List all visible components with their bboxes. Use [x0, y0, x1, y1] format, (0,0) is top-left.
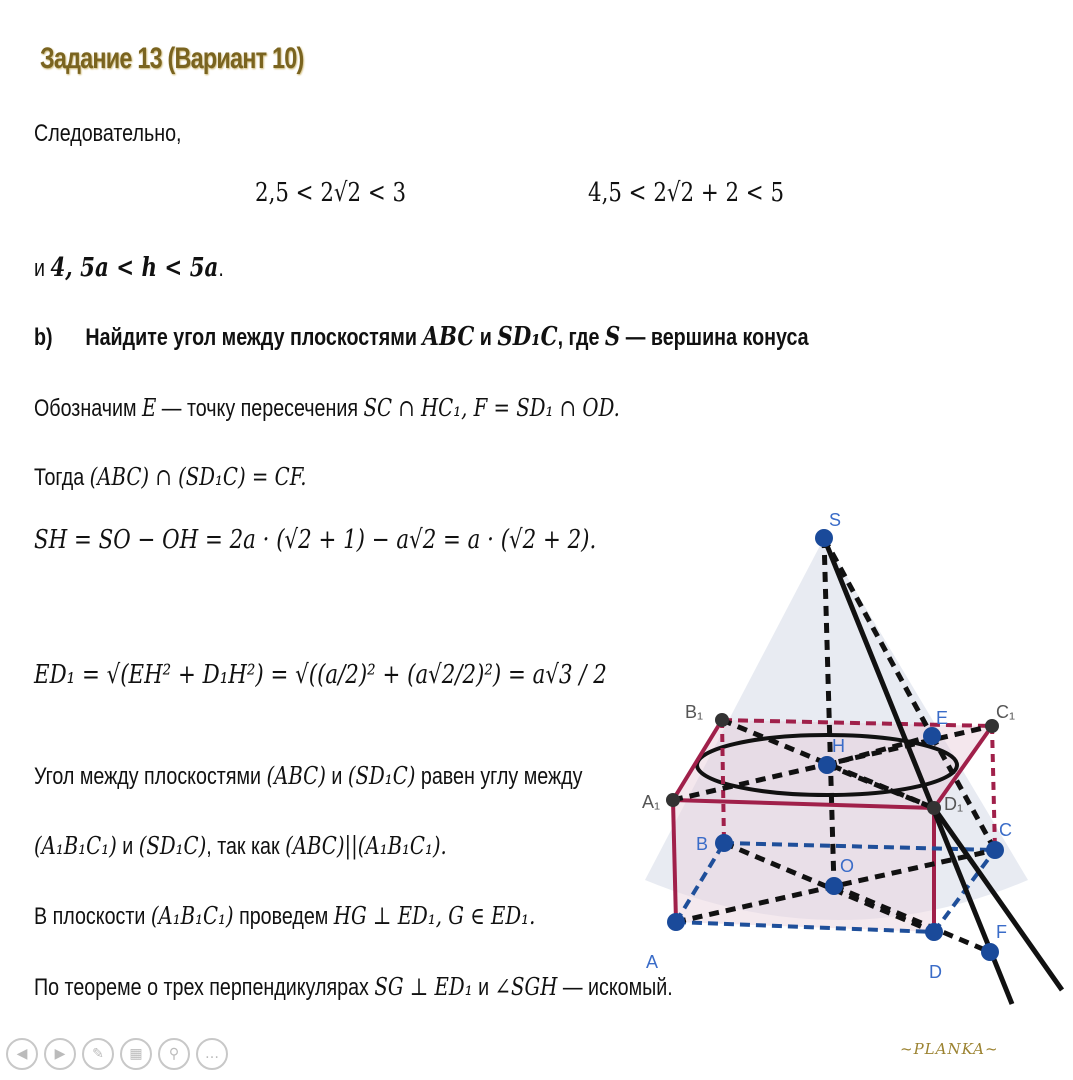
label-d1: D₁ [944, 794, 964, 814]
task-b-where: , где [557, 324, 600, 351]
point-d1 [927, 801, 941, 815]
point-f [981, 943, 999, 961]
angle1-end: равен углу между [420, 763, 583, 790]
point-o [825, 877, 843, 895]
point-a1 [666, 793, 680, 807]
h-bounds [34, 253, 224, 283]
slideshow-toolbar [6, 1038, 228, 1070]
sh-equation: SH = SO − OH = 2a · (√2 + 1) − a√2 = a · (√2 + 2). [34, 525, 597, 555]
label-b1: B₁ [685, 702, 704, 722]
then-line [34, 463, 307, 492]
prev-icon[interactable]: ◀ [6, 1038, 38, 1070]
point-b [715, 834, 733, 852]
label-d: D [929, 962, 942, 982]
text-therefore: Следовательно, [34, 120, 182, 147]
inequality-1: 2,5 < 2√2 < 3 [255, 178, 407, 208]
denote-mid: — точку пересечения [161, 395, 358, 422]
task-b-text: Найдите угол между плоскостями [85, 324, 417, 351]
ed1-equation [34, 660, 607, 690]
angle1-sd1c: (SD₁C) [347, 762, 416, 790]
task-b-abc: ABC [422, 322, 475, 352]
inequality-2: 4,5 < 2√2 + 2 < 5 [588, 178, 785, 208]
plane-a1b1c1: (A₁B₁C₁) [150, 902, 234, 930]
denote-line [34, 394, 620, 423]
plane-hg: HG ⊥ ED₁, G ∈ ED₁. [333, 902, 536, 930]
task-b-and: и [479, 324, 492, 351]
point-h [818, 756, 836, 774]
label-s: S [829, 510, 842, 530]
theorem-angle: ∠SGH [494, 973, 558, 1001]
plane-text: В плоскости [34, 903, 146, 930]
ed1-rhs: = a√3 / 2 [508, 660, 607, 690]
denote-e: E [141, 394, 157, 422]
theorem-and: и [478, 974, 490, 1001]
angle2-since: , так как [206, 833, 280, 860]
label-e: E [936, 708, 949, 728]
h-bounds-math: 4, 5a < h < 5a [50, 253, 219, 283]
angle1-abc: (ABC) [266, 762, 326, 790]
cone-prism-figure [600, 500, 1070, 1010]
angle-line-2 [34, 832, 447, 861]
label-a: A [646, 952, 659, 972]
next-icon[interactable]: ▶ [44, 1038, 76, 1070]
zoom-icon[interactable]: ⚲ [158, 1038, 190, 1070]
task-b-end: — вершина конуса [625, 324, 809, 351]
label-c1: C₁ [996, 702, 1016, 722]
point-d [925, 923, 943, 941]
page-title: Задание 13 (Вариант 10) [40, 42, 304, 75]
task-b-sd1c: SD₁C [497, 322, 558, 352]
angle2-and: и [122, 833, 134, 860]
then-text: Тогда [34, 464, 85, 491]
label-a1: A₁ [642, 792, 661, 812]
angle2-parallel: (ABC)||(A₁B₁C₁). [285, 832, 447, 860]
label-h: H [832, 736, 845, 756]
h-bounds-prefix: и [34, 255, 45, 282]
h-bounds-suffix: . [218, 255, 224, 282]
angle2-a1b1c1: (A₁B₁C₁) [34, 832, 117, 860]
point-a [667, 913, 685, 931]
ed1-lhs: ED₁ = √(EH² + D₁H²) = [34, 660, 289, 690]
angle1-and: и [331, 763, 343, 790]
denote-text: Обозначим [34, 395, 137, 422]
theorem-sg: SG ⊥ ED₁ [374, 973, 473, 1001]
theorem-end: — искомый. [562, 974, 673, 1001]
pen-icon[interactable]: ✎ [82, 1038, 114, 1070]
angle-line-1 [34, 762, 582, 791]
task-b-label: b) [34, 324, 53, 351]
plane-draw: проведем [239, 903, 329, 930]
point-e [923, 727, 941, 745]
label-o: O [840, 856, 855, 876]
point-s [815, 529, 833, 547]
point-b1 [715, 713, 729, 727]
angle2-sd1c: (SD₁C) [138, 832, 207, 860]
slides-icon[interactable]: ▦ [120, 1038, 152, 1070]
more-icon[interactable]: … [196, 1038, 228, 1070]
task-b-s: S [604, 322, 621, 352]
theorem-line [34, 973, 673, 1002]
label-f: F [996, 922, 1007, 942]
ed1-mid: √((a/2)² + (a√2/2)²) [295, 660, 502, 690]
theorem-text: По теореме о трех перпендикулярах [34, 974, 369, 1001]
label-c: C [999, 820, 1012, 840]
signature-logo: ~PLANKA~ [900, 1040, 999, 1058]
task-b [34, 322, 809, 352]
label-b: B [696, 834, 709, 854]
angle1-text: Угол между плоскостями [34, 763, 261, 790]
point-c [986, 841, 1004, 859]
plane-line [34, 902, 535, 931]
denote-math: SC ∩ HC₁, F = SD₁ ∩ OD. [363, 394, 620, 422]
then-math: (ABC) ∩ (SD₁C) = CF. [89, 463, 307, 491]
